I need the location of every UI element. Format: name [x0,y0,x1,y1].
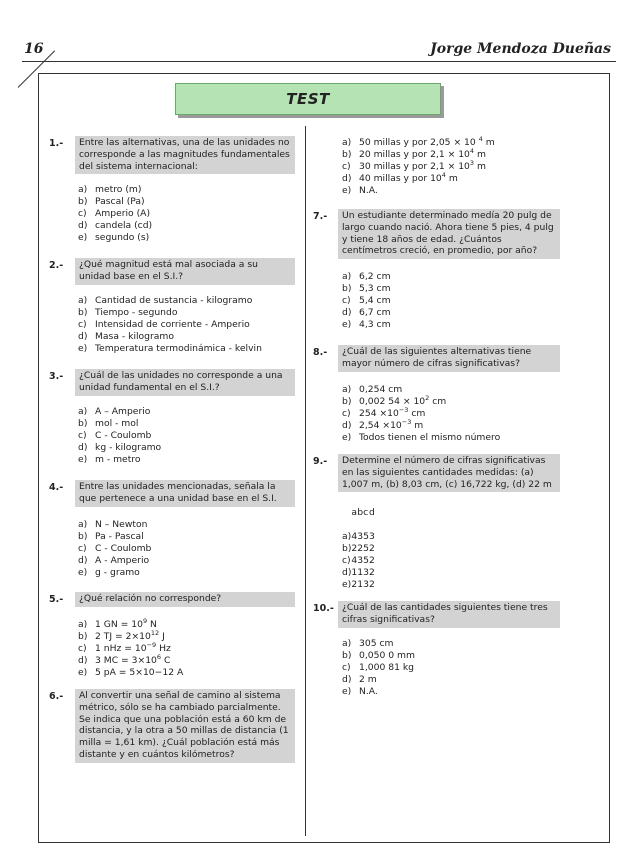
option[interactable]: e) 4,3 cm [342,319,391,330]
table-row[interactable]: e) 2 1 3 2 [342,578,375,590]
option[interactable]: e) N.A. [342,686,378,697]
option[interactable]: b) 0,002 $54 \times 10^2$ cm [342,394,447,407]
table-header-row: a b c d [351,506,375,518]
question-number: 10.- [313,603,334,614]
answer-table [342,506,375,590]
option[interactable]: e) Todos tienen el mismo número [342,432,501,443]
option[interactable]: d) A - Amperio [78,555,150,566]
options-list [78,619,183,679]
option[interactable]: d) 3 MC = $3\times 10^6$ C [78,653,171,666]
question-text: ¿Qué magnitud está mal asociada a su unidad base en el S.I.? [75,258,295,285]
option[interactable]: b) 20 millas y por $2,1 \times 10^4$ m [342,147,486,160]
option[interactable]: d) $2,54 \times 10^{-3}$ m [342,418,424,431]
option[interactable]: d) Masa - kilogramo [78,331,174,342]
option[interactable]: e) m - metro [78,454,141,465]
option[interactable]: a) metro (m) [78,184,142,195]
option[interactable]: c) 1,000 81 kg [342,662,414,673]
option[interactable]: a) N – Newton [78,519,148,530]
option[interactable]: c) C - Coulomb [78,543,152,554]
options-list [78,519,151,579]
option[interactable]: e) segundo (s) [78,232,150,243]
test-banner [175,83,441,115]
options-list [342,384,500,444]
question-text: ¿Qué relación no corresponde? [75,592,295,607]
question-number: 5.- [49,594,64,605]
author-name: Jorge Mendoza Dueñas [430,41,611,57]
question-6-options [342,137,495,197]
option[interactable]: c) Intensidad de corriente - Amperio [78,319,250,330]
option[interactable]: c) 30 millas y por $2,1 \times 10^3$ m [342,159,486,172]
option[interactable]: a) A – Amperio [78,406,151,417]
question-number: 6.- [49,691,64,702]
option[interactable]: b) 2 TJ = $2\times 10^{12}$ J [78,629,165,642]
option[interactable]: d) 40 millas y por $10^4$ m [342,171,458,184]
option[interactable]: b) Pascal (Pa) [78,196,145,207]
question-number: 8.- [313,347,328,358]
question-text: Entre las unidades mencionadas, señala la que pertenece a una unidad base en el S.I. [75,480,295,507]
table-row[interactable]: d) 1 1 3 2 [342,566,375,578]
question-text: ¿Cuál de las siguientes alternativas tiene mayor número de cifras significativas? [338,345,560,372]
option[interactable]: d) candela (cd) [78,220,153,231]
question-number: 1.- [49,138,64,149]
option[interactable]: b) mol - mol [78,418,139,429]
option[interactable]: c) C - Coulomb [78,430,152,441]
header-rule [22,61,616,62]
option[interactable]: b) 0,050 0 mm [342,650,415,661]
options-list [78,295,262,355]
question-number: 2.- [49,260,64,271]
option[interactable]: a) 6,2 cm [342,271,391,282]
question-number: 3.- [49,371,64,382]
option[interactable]: b) 5,3 cm [342,283,391,294]
question-text: Determine el número de cifras significativas en las siguientes cantidades medidas: (a) 1,007 m, (b) 8,03 cm, (c) 16,722 kg, (d) 22 m [338,454,560,492]
option[interactable]: d) kg - kilogramo [78,442,162,453]
option[interactable]: b) Pa - Pascal [78,531,144,542]
options-list [342,271,391,331]
options-list [342,638,415,698]
option[interactable]: b) Tiempo - segundo [78,307,178,318]
option[interactable]: c) 5,4 cm [342,295,391,306]
option[interactable]: a) 1 GN = $10^9$ N [78,617,157,630]
option[interactable]: c) $254 \times 10^{-3}$ cm [342,406,426,419]
question-number: 9.- [313,456,328,467]
question-text: Entre las alternativas, una de las unidades no corresponde a las magnitudes fundamentales del sistema internacional: [75,136,295,174]
option[interactable]: a) 0,254 cm [342,384,403,395]
question-text: Un estudiante determinado medía 20 pulg de largo cuando nació. Ahora tiene 5 pies, 4 pulg y tiene 18 años de edad. ¿Cuántos centímetros creció, en promedio, por año? [338,209,560,259]
question-number: 7.- [313,211,328,222]
option[interactable]: e) Temperatura termodinámica - kelvin [78,343,262,354]
question-text: Al convertir una señal de camino al sistema métrico, sólo se ha cambiado parcialmente. Se indica que una población está a 60 km de distancia, y la otra a 50 millas de distancia (1 milla = 1,61 km). ¿Cuál población está más distante y en cuántos kilómetros? [75,689,295,763]
option[interactable]: e) 5 pA = 5×10−12 A [78,667,184,678]
question-number: 4.- [49,482,64,493]
question-text: ¿Cuál de las unidades no corresponde a una unidad fundamental en el S.I.? [75,369,295,396]
options-list [78,184,152,244]
question-text: ¿Cuál de las cantidades siguientes tiene tres cifras significativas? [338,601,560,628]
option[interactable]: a) 50 millas y por 2,05 × 10 $^4$ m [342,135,495,148]
column-divider [305,126,306,836]
option[interactable]: d) 2 m [342,674,377,685]
option[interactable]: c) Amperio (A) [78,208,151,219]
options-list [78,406,161,466]
table-row[interactable]: a) 4 3 5 3 [342,530,375,542]
test-title: TEST [286,90,330,108]
option[interactable]: e) N.A. [342,185,378,196]
option[interactable]: a) Cantidad de sustancia - kilogramo [78,295,253,306]
page-number: 16 [24,41,44,57]
table-row[interactable]: c) 4 3 5 2 [342,554,375,566]
option[interactable]: a) 305 cm [342,638,394,649]
option[interactable]: d) 6,7 cm [342,307,391,318]
option[interactable]: e) g - gramo [78,567,140,578]
option[interactable]: c) 1 nHz = $10^{-9}$ Hz [78,641,171,654]
table-row[interactable]: b) 2 2 5 2 [342,542,375,554]
